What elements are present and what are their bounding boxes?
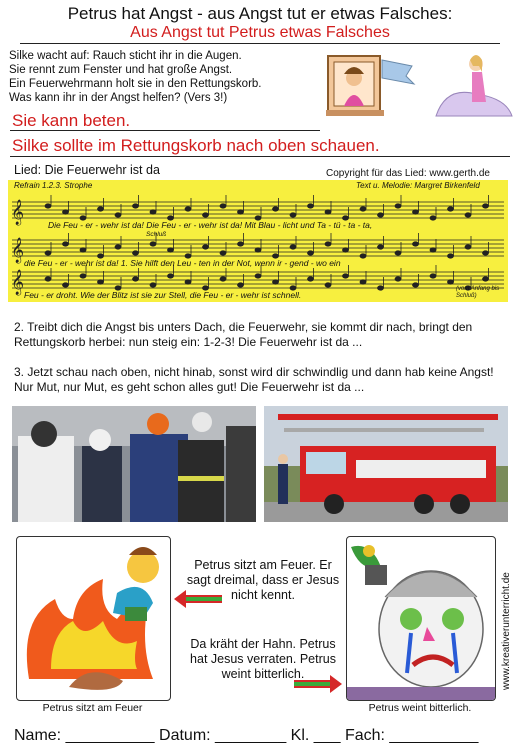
song-label: Lied: Die Feuerwehr ist da xyxy=(14,163,160,177)
music-note xyxy=(80,248,86,252)
music-note xyxy=(185,280,191,284)
fire-truck-photo xyxy=(264,406,508,522)
music-note xyxy=(115,213,121,217)
answer-1: Sie kann beten. xyxy=(12,111,131,130)
music-note xyxy=(483,204,489,208)
footer-fach-field: Fach: __________ xyxy=(344,727,479,744)
music-note xyxy=(45,277,51,281)
music-note xyxy=(238,210,244,214)
page-title: Petrus hat Angst - aus Angst tut er etwas Falsches: xyxy=(67,4,453,23)
music-note xyxy=(255,274,261,278)
music-note xyxy=(448,207,454,211)
music-note xyxy=(238,283,244,287)
answer-line-2 xyxy=(10,156,510,157)
caption-left: Petrus sitzt am Feuer xyxy=(42,702,143,714)
music-note xyxy=(378,213,384,217)
music-note xyxy=(168,274,174,278)
arrow-left-icon xyxy=(174,590,222,608)
intro-line: Sie rennt zum Fenster und hat große Angst. xyxy=(9,64,233,76)
music-note xyxy=(360,280,366,284)
music-note xyxy=(133,251,139,255)
music-note xyxy=(290,213,296,217)
bed-girl-illustration xyxy=(434,50,514,120)
lyrics-line-3: Feu - er droht. Wie der Blitz ist sie zur Stell, die Feu - er - wehr ist schnell. xyxy=(24,290,302,300)
page-subtitle: Aus Angst tut Petrus etwas Falsches xyxy=(130,24,390,41)
music-note xyxy=(220,277,226,281)
music-note xyxy=(448,280,454,284)
music-note xyxy=(360,254,366,258)
music-note xyxy=(325,283,331,287)
music-note xyxy=(413,283,419,287)
lyrics-line-2: die Feu - er - wehr ist da! 1. Sie hilft den Leu - ten in der Not, wenn ir - gend - wo ein xyxy=(24,258,341,268)
verse-2: 2. Treibt dich die Angst bis unters Dach, die Feuerwehr, sie kommt dir nach, bringt den Rettungskorb herbei: nun steig ein: 1-2-3! Die Feuerwehr ist da ... xyxy=(14,320,473,349)
music-note xyxy=(325,210,331,214)
drawing-petrus-fire xyxy=(16,536,171,701)
lyrics-line-1: Die Feu - er - wehr ist da! Die Feu - er - wehr ist da! Mit Blau - licht und Ta - tü - ta - ta, xyxy=(48,220,373,230)
music-note xyxy=(168,248,174,252)
song-copyright: Copyright für das Lied: www.gerth.de xyxy=(326,168,490,179)
music-note xyxy=(273,280,279,284)
music-note xyxy=(413,210,419,214)
music-note xyxy=(115,245,121,249)
music-note xyxy=(63,283,69,287)
song-credit: Text u. Melodie: Margret Birkenfeld xyxy=(356,181,480,190)
music-note xyxy=(308,204,314,208)
verse-3: 3. Jetzt schau nach oben, nicht hinab, sonst wird dir schwindlig und dann hab keine Angst! Nur Mut, nur Mut, es geht schon alles gut! Die Feuerwehr ist da ... xyxy=(14,365,494,394)
music-note xyxy=(343,248,349,252)
music-note xyxy=(63,242,69,246)
music-note xyxy=(465,245,471,249)
music-note xyxy=(483,277,489,281)
sheet-music xyxy=(8,180,508,302)
footer-datum-field: Datum: ________ xyxy=(159,727,287,744)
music-note xyxy=(255,248,261,252)
music-note xyxy=(150,210,156,214)
music-note xyxy=(80,274,86,278)
story-text-1: Petrus sitzt am Feuer. Er sagt dreimal, dass er Jesus nicht kennt. xyxy=(186,558,340,602)
music-note xyxy=(98,280,104,284)
refrain-label: Refrain 1.2.3. Strophe xyxy=(14,181,93,190)
music-note xyxy=(185,207,191,211)
intro-paragraph xyxy=(9,49,329,105)
music-note xyxy=(63,210,69,214)
footer-name-field: Name: __________ xyxy=(14,727,155,744)
music-note xyxy=(430,274,436,278)
intro-line: Was kann ihr in der Angst helfen? (Vers 3!) xyxy=(9,92,228,104)
music-note xyxy=(133,277,139,281)
intro-line: Silke wacht auf: Rauch sticht ihr in die Augen. xyxy=(9,50,242,62)
music-note xyxy=(483,251,489,255)
svg-text:𝄞: 𝄞 xyxy=(11,270,25,295)
music-note xyxy=(273,207,279,211)
caption-right: Petrus weint bitterlich. xyxy=(368,702,472,714)
answer-2: Silke sollte im Rettungskorb nach oben schauen. xyxy=(12,136,380,155)
intro-line: Ein Feuerwehrmann holt sie in den Rettungskorb. xyxy=(9,78,262,90)
worksheet-footer xyxy=(14,727,478,745)
music-note xyxy=(395,277,401,281)
music-note xyxy=(45,204,51,208)
music-note xyxy=(430,248,436,252)
music-note xyxy=(238,242,244,246)
music-note xyxy=(325,242,331,246)
music-note xyxy=(203,245,209,249)
music-note xyxy=(448,254,454,258)
svg-text:𝄞: 𝄞 xyxy=(11,200,25,225)
music-note xyxy=(203,213,209,217)
drawing-petrus-crying xyxy=(346,536,496,701)
music-note xyxy=(220,204,226,208)
svg-text:𝄞: 𝄞 xyxy=(11,238,25,263)
title-divider xyxy=(20,43,500,44)
music-note xyxy=(465,213,471,217)
music-note xyxy=(378,245,384,249)
story-text-2: Da kräht der Hahn. Petrus hat Jesus verraten. Petrus weint bitterlich. xyxy=(190,637,336,681)
music-note xyxy=(133,204,139,208)
music-note xyxy=(395,204,401,208)
music-note xyxy=(308,251,314,255)
side-website: www.kreativerunterricht.de xyxy=(501,572,512,690)
footer-klasse-field: Kl. ___ xyxy=(290,727,341,744)
window-girl-illustration xyxy=(326,52,418,118)
music-note xyxy=(45,251,51,255)
music-note xyxy=(395,251,401,255)
schluss-mark: Schluß xyxy=(146,231,167,238)
music-note xyxy=(413,242,419,246)
music-note xyxy=(290,245,296,249)
arrow-right-icon xyxy=(294,675,342,693)
music-note xyxy=(150,242,156,246)
music-note xyxy=(360,207,366,211)
music-note xyxy=(430,216,436,220)
firefighters-photo xyxy=(12,406,256,522)
vom-anfang-mark: (vom Anfang bis Schluß) xyxy=(456,286,500,299)
music-note xyxy=(308,277,314,281)
music-note xyxy=(98,207,104,211)
music-note xyxy=(150,283,156,287)
music-note xyxy=(220,251,226,255)
music-note xyxy=(378,286,384,290)
music-note xyxy=(343,274,349,278)
answer-line-1 xyxy=(10,130,320,131)
